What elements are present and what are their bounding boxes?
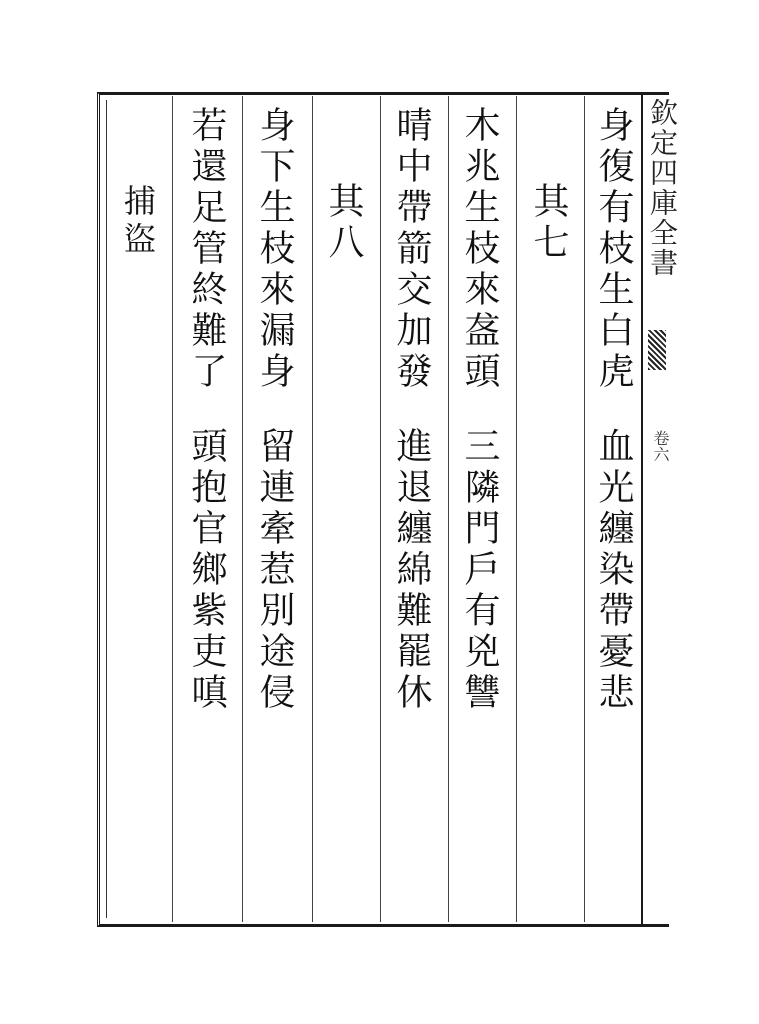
book-title: 欽定四庫全書	[646, 98, 679, 278]
volume-number: 卷六	[651, 430, 670, 462]
column-divider	[448, 96, 449, 922]
verse-column	[391, 106, 432, 714]
column-divider	[172, 96, 173, 922]
verse-line-upper: 木兆生枝來盋頭	[459, 106, 500, 393]
fish-tail-mark	[648, 330, 666, 370]
column-divider	[584, 96, 585, 922]
section-heading	[119, 184, 157, 260]
verse-line-upper: 晴中帶箭交加發	[391, 106, 432, 393]
verse-column	[254, 106, 295, 714]
verse-column	[593, 106, 634, 714]
section-heading	[528, 182, 569, 264]
verse-column	[459, 106, 500, 714]
verse-line-upper: 身復有枝生白虎	[593, 106, 634, 393]
verse-column	[186, 106, 227, 714]
verse-line-upper: 身下生枝來漏身	[254, 106, 295, 393]
column-divider	[312, 96, 313, 922]
column-divider	[516, 96, 517, 922]
column-divider	[242, 96, 243, 922]
verse-line-lower: 進退纏綿難罷休	[391, 427, 432, 714]
verse-line-lower: 血光纏染帶憂悲	[593, 427, 634, 714]
column-divider	[380, 96, 381, 922]
inner-border-rule	[106, 100, 107, 918]
verse-line-lower: 頭抱官鄉紫吏嗔	[186, 427, 227, 714]
verse-line-lower: 三隣門戶有兇讐	[459, 427, 500, 714]
verse-line-upper: 若還足管終難了	[186, 106, 227, 393]
heading-text: 其七	[528, 182, 569, 264]
verse-line-lower: 留連牽惹別途侵	[254, 427, 295, 714]
heading-text: 捕盜	[119, 184, 157, 260]
section-heading	[323, 182, 364, 264]
heading-text: 其八	[323, 182, 364, 264]
